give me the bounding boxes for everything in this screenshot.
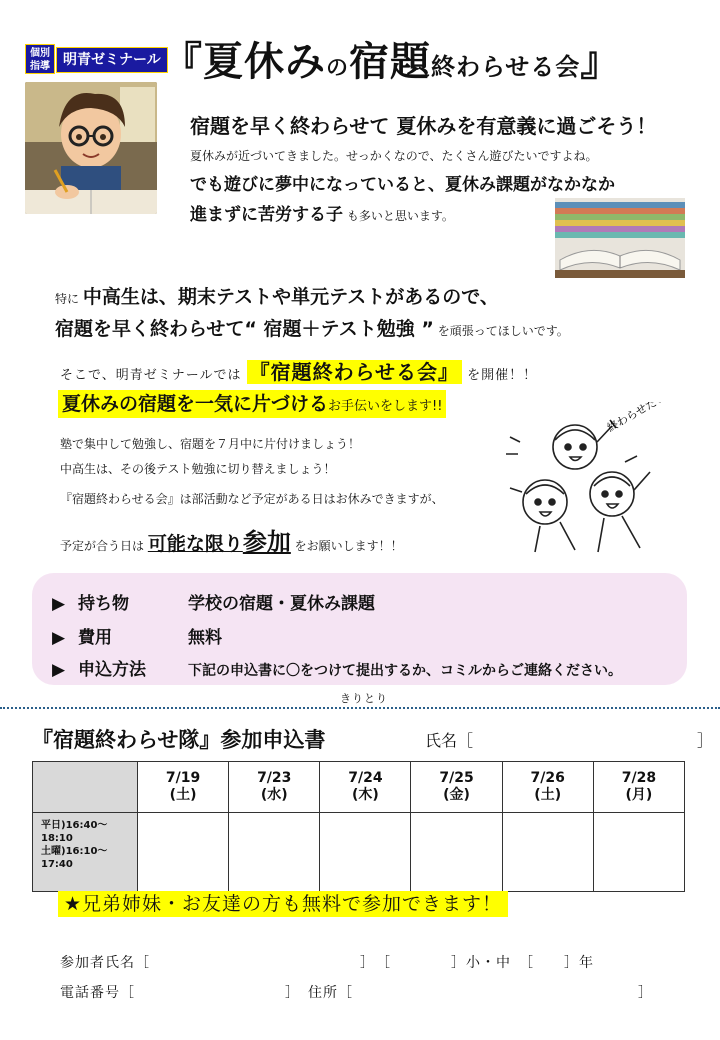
info-value-application: 下記の申込書に〇をつけて提出するか、コミルからご連絡ください。 bbox=[188, 663, 622, 679]
page-title bbox=[162, 30, 621, 87]
excited-kids-illustration bbox=[500, 402, 690, 562]
name-field[interactable]: 氏名［ ］ bbox=[425, 731, 714, 750]
title-homework: 宿題 bbox=[349, 39, 432, 85]
help-highlight-bold: 夏休みの宿題を一気に片づける bbox=[62, 393, 329, 415]
title-particle: の bbox=[326, 56, 350, 81]
title-main: 夏休み bbox=[203, 39, 326, 85]
detail-line-4 bbox=[60, 522, 403, 557]
announcement-post: を開催！！ bbox=[462, 368, 538, 383]
intro-p3-small: も多いと思います。 bbox=[343, 209, 454, 223]
detail-line-2: 中高生は、その後テスト勉強に切り替えましょう！ bbox=[60, 462, 336, 476]
schedule-header-row bbox=[33, 762, 685, 813]
title-bracket-open: 『 bbox=[162, 39, 203, 85]
info-key-fee: 費用 bbox=[78, 628, 112, 648]
schedule-row bbox=[33, 813, 685, 892]
siblings-note: ★兄弟姉妹・お友達の方も無料で参加できます！ bbox=[58, 891, 508, 917]
date-header: 7/28 (月) bbox=[593, 762, 684, 813]
date-header: 7/25 (金) bbox=[411, 762, 502, 813]
time-saturday-end: 17:40 bbox=[41, 859, 73, 870]
cut-line bbox=[0, 707, 720, 709]
intro-paragraph-3 bbox=[190, 200, 454, 225]
badge-line-1: 個別 bbox=[30, 48, 50, 59]
middle-line-1-bold: 中高生は、期末テストや単元テストがあるので、 bbox=[82, 286, 499, 308]
title-bracket-close: 』 bbox=[580, 39, 622, 85]
middle-line-1-small: 特に bbox=[55, 292, 83, 306]
intro-paragraph-1: 夏休みが近づいてきました。せっかくなので、たくさん遊びたいですよね。 bbox=[190, 149, 598, 163]
attendance-cell-7-23[interactable] bbox=[229, 813, 320, 892]
cut-line-label: きりとり bbox=[340, 692, 388, 705]
detail-4-post: をお願いします！！ bbox=[290, 539, 403, 553]
info-row-application bbox=[52, 655, 622, 680]
books-photo bbox=[555, 198, 685, 278]
middle-line-2 bbox=[55, 314, 569, 341]
time-weekday-end: 18:10 bbox=[41, 833, 73, 844]
schedule-table bbox=[32, 761, 685, 892]
attendance-cell-7-26[interactable] bbox=[502, 813, 593, 892]
detail-4-participate: 参加 bbox=[242, 528, 291, 556]
event-announcement bbox=[60, 356, 537, 385]
help-highlight-small: お手伝いをします!! bbox=[328, 399, 443, 414]
title-rest: 終わらせる会 bbox=[431, 53, 581, 81]
badge-line-2: 指導 bbox=[30, 61, 50, 72]
brand-name: 明青ゼミナール bbox=[56, 47, 168, 73]
info-value-belongings: 学校の宿題・夏休み課題 bbox=[188, 594, 375, 614]
individual-guidance-badge bbox=[25, 44, 55, 74]
triangle-bullet-icon: ▶ bbox=[52, 628, 66, 648]
detail-line-1: 塾で集中して勉強し、宿題を７月中に片付けましょう！ bbox=[60, 437, 361, 451]
middle-line-1 bbox=[55, 282, 499, 309]
triangle-bullet-icon: ▶ bbox=[52, 594, 66, 614]
help-highlight bbox=[58, 390, 446, 418]
attendance-cell-7-24[interactable] bbox=[320, 813, 411, 892]
announcement-pre: そこで、明青ゼミナールでは bbox=[60, 368, 247, 383]
lead-message: 宿題を早く終わらせて 夏休みを有意義に過ごそう！ bbox=[190, 114, 657, 138]
time-saturday: 土曜)16:10～ bbox=[41, 846, 108, 857]
participant-line[interactable]: 参加者氏名［ ］ ［ ］小・中 ［ ］年 bbox=[60, 955, 594, 971]
info-box bbox=[32, 573, 687, 685]
detail-4-emphasis: 可能な限り bbox=[147, 533, 243, 555]
schedule-corner-cell bbox=[33, 762, 138, 813]
date-header: 7/19 (土) bbox=[138, 762, 229, 813]
info-value-fee: 無料 bbox=[188, 628, 222, 648]
intro-paragraph-2: でも遊びに夢中になっていると、夏休み課題がなかなか bbox=[190, 175, 615, 195]
illustration-caption: 終わらせたい bbox=[605, 402, 669, 435]
detail-line-3: 『宿題終わらせる会』は部活動など予定がある日はお休みできますが、 bbox=[60, 492, 444, 506]
attendance-cell-7-25[interactable] bbox=[411, 813, 502, 892]
contact-line[interactable]: 電話番号［ ］ 住所［ ］ bbox=[60, 985, 653, 1001]
info-row-belongings bbox=[52, 589, 375, 614]
detail-4-pre: 予定が合う日は bbox=[60, 539, 148, 553]
form-title: 『宿題終わらせ隊』参加申込書 bbox=[32, 728, 326, 752]
date-header: 7/23 (水) bbox=[229, 762, 320, 813]
time-slot-label bbox=[33, 813, 138, 892]
info-key-application: 申込方法 bbox=[78, 660, 146, 680]
info-row-fee bbox=[52, 623, 222, 648]
event-name-highlight: 『宿題終わらせる会』 bbox=[247, 360, 462, 384]
intro-p3-bold: 進まずに苦労する子 bbox=[190, 205, 343, 225]
time-weekday: 平日)16:40～ bbox=[41, 820, 108, 831]
middle-line-2-small: を頑張ってほしいです。 bbox=[433, 324, 569, 338]
date-header: 7/26 (土) bbox=[502, 762, 593, 813]
boy-studying-image bbox=[25, 82, 157, 214]
date-header: 7/24 (木) bbox=[320, 762, 411, 813]
triangle-bullet-icon: ▶ bbox=[52, 660, 66, 680]
attendance-cell-7-19[interactable] bbox=[138, 813, 229, 892]
attendance-cell-7-28[interactable] bbox=[593, 813, 684, 892]
middle-line-2-bold: 宿題を早く終わらせて“ 宿題＋テスト勉強 ” bbox=[55, 318, 434, 340]
info-key-belongings: 持ち物 bbox=[78, 594, 129, 614]
